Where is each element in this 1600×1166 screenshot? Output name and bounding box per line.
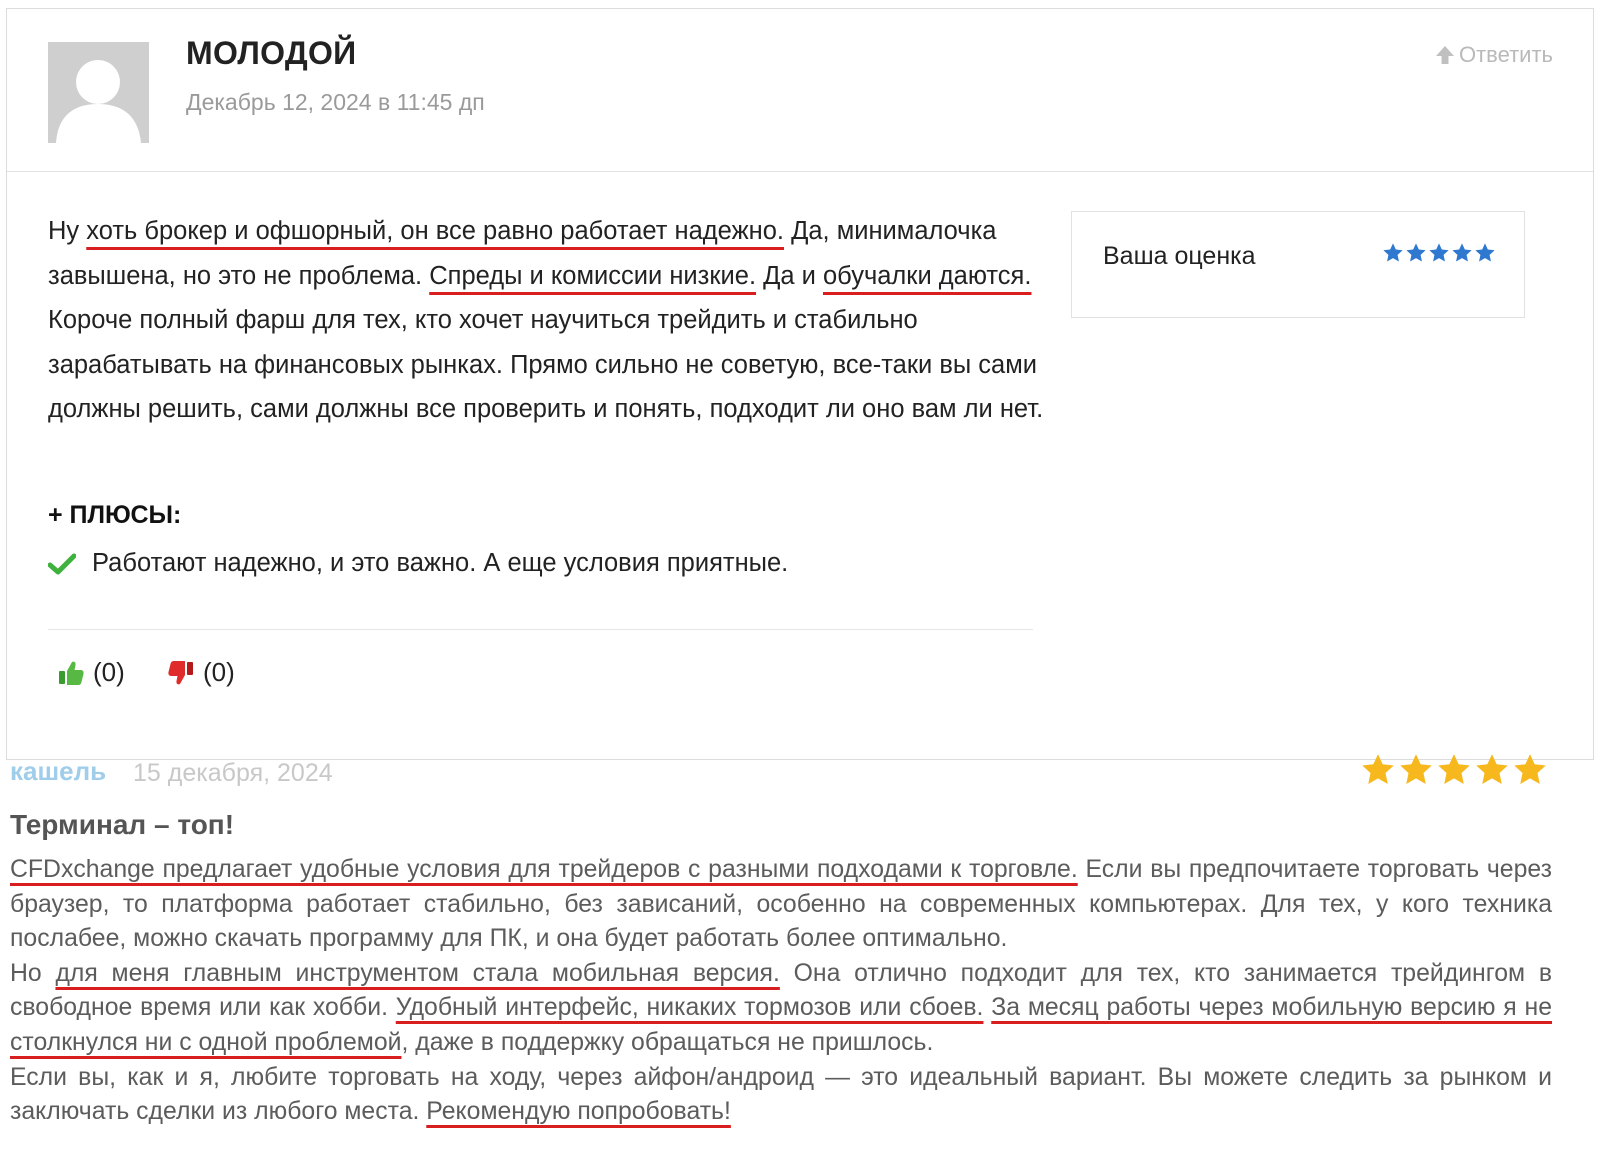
highlight-underline: Спреды и комиссии низкие. — [429, 261, 757, 290]
star-icon — [1428, 242, 1450, 264]
rating-stars — [1382, 242, 1496, 264]
comment-author: МОЛОДОЙ — [186, 35, 357, 71]
highlight-underline: хоть брокер и офшорный, он все равно работает надежно. — [86, 217, 784, 245]
review-rating-stars — [1360, 752, 1548, 788]
review-paragraph: Но для меня главным инструментом стала мобильная версия. Она отлично подходит для тех, кто занимается трейдингом в свободное время или как хобби. Удобный интерфейс, никаких тормозов или сбоев. За месяц работы через мобильную версию я не столкнулся ни с одной проблемой, даже в поддержку обращаться не пришлось. — [10, 959, 1552, 1056]
star-icon — [1474, 242, 1496, 264]
highlight-underline: обучалки даются. — [822, 261, 1032, 290]
star-icon — [1398, 752, 1434, 788]
pros-item — [48, 549, 788, 578]
highlight-underline: Удобный интерфейс, никаких тормозов или сбоев. — [395, 994, 984, 1022]
review-text — [10, 853, 1552, 1130]
like-count: (0) — [93, 657, 125, 687]
reply-button[interactable] — [1435, 42, 1553, 68]
star-icon — [1382, 242, 1404, 264]
star-icon — [1405, 242, 1427, 264]
rating-label: Ваша оценка — [1103, 242, 1256, 270]
review-paragraph: CFDxchange предлагает удобные условия для трейдеров с разными подходами к торговле. Если вы предпочитаете торговать через браузер, то платформа работает стабильно, без зависаний, особенно на современных компьютерах. Для тех, у кого техника послабее, можно скачать программу для ПК, и она будет работать более оптимально. — [10, 856, 1552, 953]
pros-heading: + ПЛЮСЫ: — [48, 501, 182, 529]
star-icon — [1360, 752, 1396, 788]
reply-label: Ответить — [1458, 42, 1553, 67]
comment-header — [7, 9, 1593, 172]
star-icon — [1451, 242, 1473, 264]
highlight-underline: для меня главным инструментом стала мобильная версия. — [55, 959, 780, 987]
highlight-underline: Рекомендую попробовать! — [426, 1098, 731, 1126]
comment-card — [6, 8, 1594, 760]
comment-date: Декабрь 12, 2024 в 11:45 дп — [186, 89, 485, 115]
thumbs-up-icon — [57, 659, 85, 687]
like-button[interactable] — [57, 657, 125, 688]
checkmark-icon — [48, 552, 78, 576]
user-silhouette-icon — [48, 42, 149, 143]
rating-box — [1071, 211, 1525, 318]
thumbs-down-icon — [167, 659, 195, 687]
highlight-underline: CFDxchange предлагает удобные условия для трейдеров с разными подходами к торговле. — [10, 856, 1078, 883]
pros-item-text: Работают надежно, и это важно. А еще условия приятные. — [92, 549, 789, 577]
review-title: Терминал – топ! — [10, 809, 235, 840]
arrow-up-icon — [1435, 45, 1455, 65]
avatar — [48, 42, 149, 143]
divider — [48, 629, 1033, 630]
review-author-link[interactable]: кашель — [10, 756, 107, 786]
star-icon — [1474, 752, 1510, 788]
review-date: 15 декабря, 2024 — [133, 759, 333, 787]
comment-text: Ну хоть брокер и офшорный, он все равно работает надежно. Да, минималочка завышена, но это не проблема. Спреды и комиссии низкие. Да и обучалки даются. Короче полный фарш для тех, кто хочет научиться трейдить и стабильно зарабатывать на финансовых рынках. Прямо сильно не советую, все-таки вы сами должны решить, сами должны все проверить и понять, подходит ли оно вам ли нет. — [48, 217, 1044, 423]
star-icon — [1512, 752, 1548, 788]
review-paragraph: Если вы, как и я, любите торговать на ходу, через айфон/андроид — это идеальный вариант. Вы можете следить за рынком и заключать сделки из любого места. Рекомендую попробовать! — [10, 1063, 1552, 1126]
star-icon — [1436, 752, 1472, 788]
highlight-underline: За месяц работы через мобильную версию я не столкнулся ни с одной проблемой — [10, 994, 1552, 1056]
dislike-button[interactable] — [167, 657, 235, 688]
dislike-count: (0) — [203, 657, 235, 687]
